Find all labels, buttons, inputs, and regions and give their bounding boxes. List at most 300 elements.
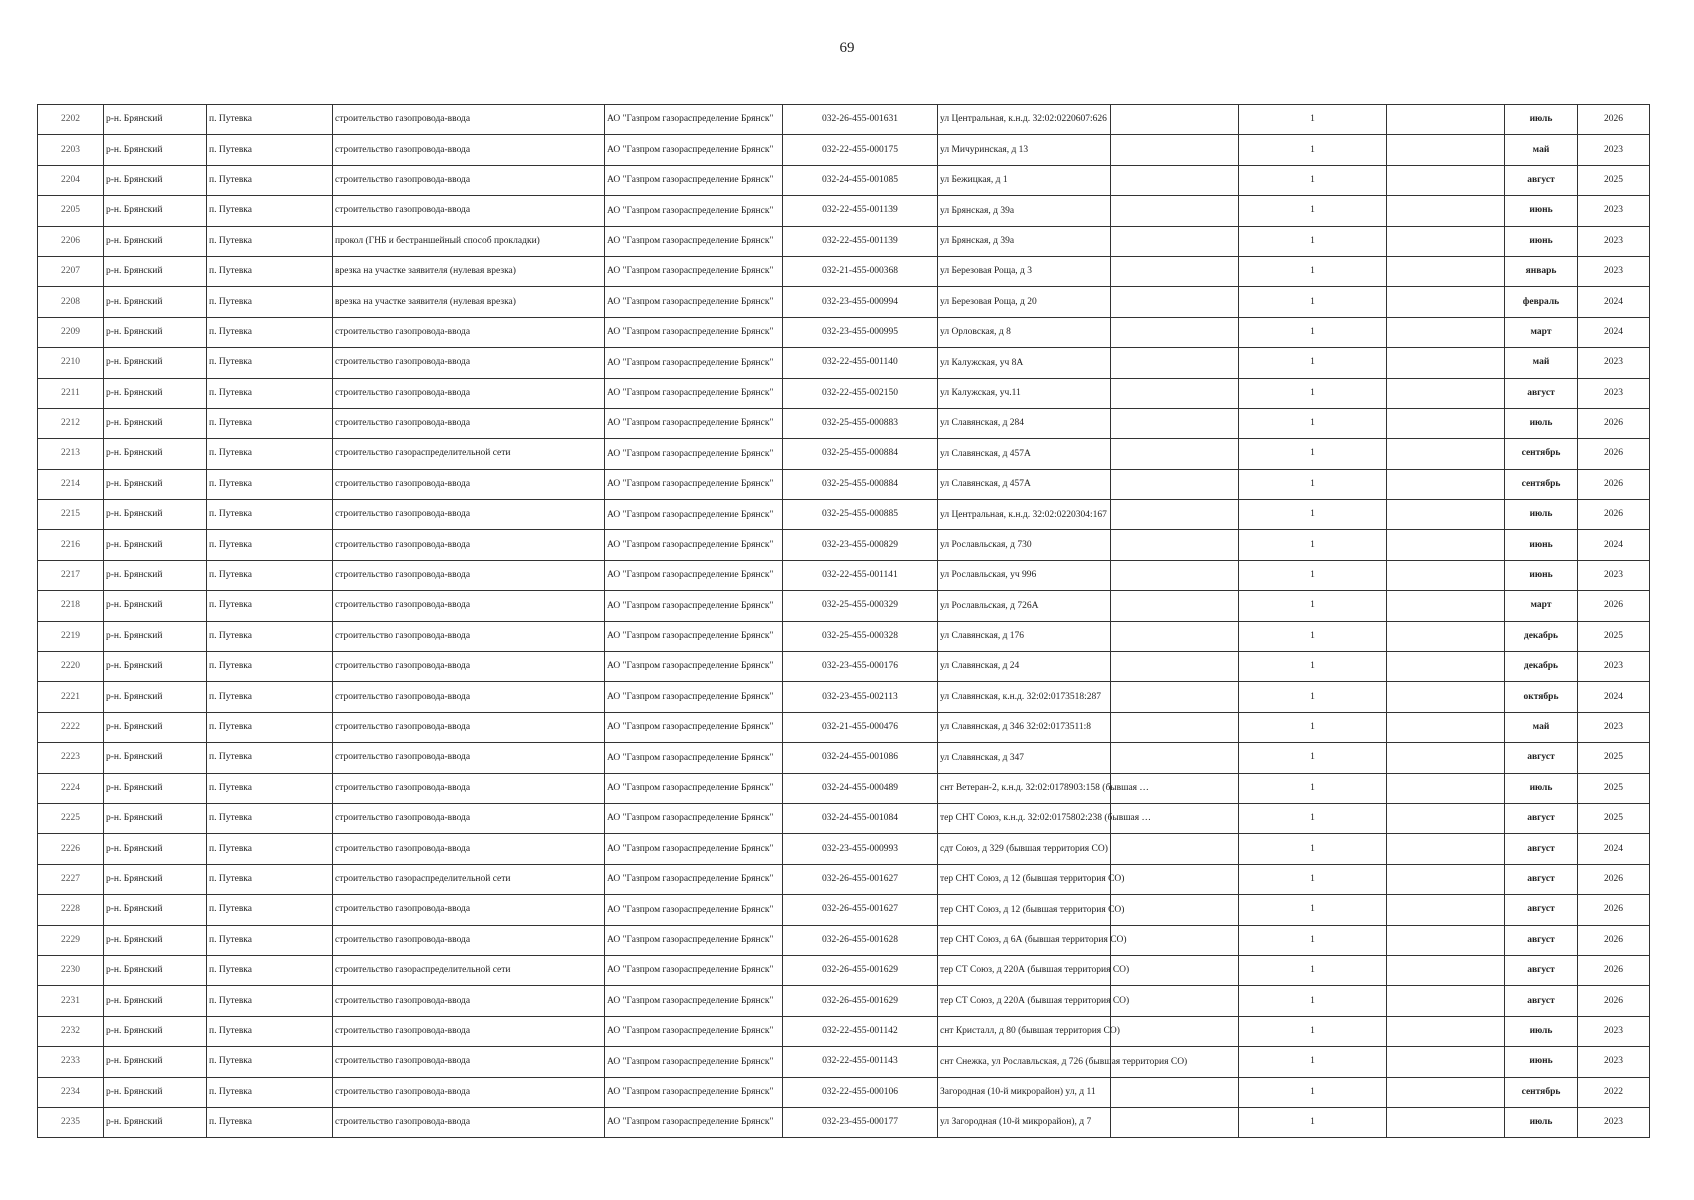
address-text: ул Калужская, уч 8А: [940, 357, 1024, 368]
year-cell: 2023: [1578, 348, 1650, 378]
organization-cell: [605, 226, 783, 256]
empty-cell: [1387, 925, 1505, 955]
year-cell: 2026: [1578, 955, 1650, 985]
table-row: [38, 743, 1650, 773]
work-type-cell: строительство газопровода-ввода: [333, 378, 605, 408]
row-number: 2234: [38, 1077, 104, 1107]
address-cell: [938, 196, 1111, 226]
work-type-cell: прокол (ГНБ и бестраншейный способ прокладки): [333, 226, 605, 256]
organization-text: АО "Газпром газораспределение Брянск": [607, 965, 774, 976]
year-cell: 2023: [1578, 712, 1650, 742]
settlement-cell: п. Путевка: [207, 560, 333, 590]
address-cell: [938, 105, 1111, 135]
organization-text: АО "Газпром газораспределение Брянск": [607, 236, 774, 246]
empty-cell: [1111, 226, 1239, 256]
row-number: 2214: [38, 469, 104, 499]
table-row: [38, 591, 1650, 621]
empty-cell: [1111, 196, 1239, 226]
month-cell: июль: [1505, 1016, 1578, 1046]
empty-cell: [1111, 743, 1239, 773]
month-cell: август: [1505, 895, 1578, 925]
address-cell: [938, 895, 1125, 925]
address-cell: [938, 348, 1111, 378]
work-type-cell: врезка на участке заявителя (нулевая врезка): [333, 256, 605, 286]
empty-cell: [1111, 500, 1239, 530]
year-cell: 2023: [1578, 226, 1650, 256]
district-cell: р-н. Брянский: [104, 439, 207, 469]
month-cell: январь: [1505, 256, 1578, 286]
address-text: ул Славянская, д 346 32:02:0173511:8: [940, 722, 1091, 733]
settlement-cell: п. Путевка: [207, 226, 333, 256]
table-row: [38, 348, 1650, 378]
settlement-cell: п. Путевка: [207, 287, 333, 317]
address-text: ул Славянская, д 284: [940, 418, 1025, 429]
table-row: [38, 682, 1650, 712]
row-number: 2216: [38, 530, 104, 560]
table-row: [38, 378, 1650, 408]
address-text: ул Загородная (10-й микрорайон), д 7: [940, 1117, 1092, 1128]
row-number: 2219: [38, 621, 104, 651]
empty-cell: [1111, 256, 1239, 286]
empty-cell: [1387, 803, 1505, 833]
address-text: ул Калужская, уч.11: [940, 387, 1021, 398]
empty-cell: [1387, 256, 1505, 286]
work-type-cell: строительство газораспределительной сети: [333, 864, 605, 894]
empty-cell: [1387, 105, 1505, 135]
application-code-cell: 032-24-455-001084: [783, 803, 938, 833]
district-cell: р-н. Брянский: [104, 1016, 207, 1046]
empty-cell: [1111, 1016, 1239, 1046]
empty-cell: [1111, 135, 1239, 165]
row-number: 2215: [38, 500, 104, 530]
district-cell: р-н. Брянский: [104, 925, 207, 955]
address-text: ул Славянская, д 176: [940, 631, 1025, 642]
month-cell: июль: [1505, 773, 1578, 803]
district-cell: р-н. Брянский: [104, 105, 207, 135]
work-type-cell: строительство газопровода-ввода: [333, 591, 605, 621]
address-text: снт Ветеран-2, к.н.д. 32:02:0178903:158 (бывшая …: [940, 783, 1149, 794]
address-text: снт Кристалл, д 80 (бывшая территория СО): [940, 1026, 1120, 1037]
empty-cell: [1111, 864, 1239, 894]
address-text: ул Рославльская, уч 996: [940, 570, 1037, 581]
month-cell: май: [1505, 348, 1578, 378]
address-text: снт Снежка, ул Рославльская, д 726 (бывшая территория СО): [940, 1056, 1188, 1067]
organization-text: АО "Газпром газораспределение Брянск": [607, 418, 774, 429]
month-cell: июнь: [1505, 226, 1578, 256]
year-cell: 2023: [1578, 560, 1650, 590]
application-code-cell: 032-26-455-001631: [783, 105, 938, 135]
year-cell: 2026: [1578, 408, 1650, 438]
table-row: [38, 165, 1650, 195]
empty-cell: [1387, 287, 1505, 317]
organization-cell: [605, 105, 783, 135]
work-type-cell: строительство газопровода-ввода: [333, 803, 605, 833]
empty-cell: [1111, 348, 1239, 378]
settlement-cell: п. Путевка: [207, 1047, 333, 1077]
work-type-cell: строительство газопровода-ввода: [333, 408, 605, 438]
table-row: [38, 256, 1650, 286]
work-type-cell: строительство газораспределительной сети: [333, 439, 605, 469]
application-code-cell: 032-22-455-001141: [783, 560, 938, 590]
address-cell: [938, 712, 1111, 742]
organization-text: АО "Газпром газораспределение Брянск": [607, 448, 774, 459]
month-cell: май: [1505, 712, 1578, 742]
district-cell: р-н. Брянский: [104, 955, 207, 985]
work-type-cell: строительство газопровода-ввода: [333, 743, 605, 773]
table-row: [38, 1016, 1650, 1046]
work-type-cell: строительство газопровода-ввода: [333, 469, 605, 499]
organization-cell: [605, 469, 783, 499]
address-cell: [938, 165, 1111, 195]
organization-text: АО "Газпром газораспределение Брянск": [607, 661, 774, 672]
address-cell: [938, 652, 1111, 682]
month-cell: март: [1505, 317, 1578, 347]
address-cell: [938, 317, 1111, 347]
organization-cell: [605, 955, 783, 985]
settlement-cell: п. Путевка: [207, 530, 333, 560]
count-cell: 1: [1239, 925, 1387, 955]
count-cell: 1: [1239, 682, 1387, 712]
row-number: 2217: [38, 560, 104, 590]
empty-cell: [1111, 652, 1239, 682]
application-code-cell: 032-22-455-001139: [783, 196, 938, 226]
address-text: ул Бежицкая, д 1: [940, 175, 1008, 186]
month-cell: декабрь: [1505, 621, 1578, 651]
district-cell: р-н. Брянский: [104, 196, 207, 226]
month-cell: июнь: [1505, 560, 1578, 590]
application-code-cell: 032-24-455-001085: [783, 165, 938, 195]
address-text: тер СНТ Союз, д 12 (бывшая территория СО): [940, 874, 1125, 885]
settlement-cell: п. Путевка: [207, 1107, 333, 1137]
page-number: 69: [839, 40, 855, 56]
row-number: 2207: [38, 256, 104, 286]
month-cell: август: [1505, 864, 1578, 894]
empty-cell: [1387, 1077, 1505, 1107]
empty-cell: [1387, 560, 1505, 590]
month-cell: сентябрь: [1505, 1077, 1578, 1107]
work-type-cell: строительство газопровода-ввода: [333, 925, 605, 955]
empty-cell: [1387, 469, 1505, 499]
settlement-cell: п. Путевка: [207, 256, 333, 286]
application-code-cell: 032-26-455-001627: [783, 864, 938, 894]
application-code-cell: 032-25-455-000883: [783, 408, 938, 438]
address-cell: [938, 864, 1125, 894]
table-row: [38, 712, 1650, 742]
application-code-cell: 032-25-455-000884: [783, 439, 938, 469]
address-cell: [938, 1047, 1188, 1077]
empty-cell: [1387, 1107, 1505, 1137]
organization-text: АО "Газпром газораспределение Брянск": [607, 479, 774, 490]
row-number: 2206: [38, 226, 104, 256]
address-text: ул Славянская, д 457А: [940, 448, 1031, 459]
address-cell: [938, 469, 1111, 499]
application-code-cell: 032-22-455-001140: [783, 348, 938, 378]
year-cell: 2023: [1578, 135, 1650, 165]
row-number: 2213: [38, 439, 104, 469]
empty-cell: [1111, 165, 1239, 195]
address-cell: [938, 500, 1111, 530]
work-type-cell: строительство газопровода-ввода: [333, 773, 605, 803]
organization-text: АО "Газпром газораспределение Брянск": [607, 327, 774, 338]
organization-text: АО "Газпром газораспределение Брянск": [607, 357, 774, 368]
count-cell: 1: [1239, 621, 1387, 651]
count-cell: 1: [1239, 287, 1387, 317]
district-cell: р-н. Брянский: [104, 986, 207, 1016]
count-cell: 1: [1239, 955, 1387, 985]
row-number: 2224: [38, 773, 104, 803]
table-row: [38, 196, 1650, 226]
district-cell: р-н. Брянский: [104, 895, 207, 925]
address-text: тер СНТ Союз, д 12 (бывшая территория СО): [940, 904, 1125, 915]
settlement-cell: п. Путевка: [207, 317, 333, 347]
work-type-cell: строительство газопровода-ввода: [333, 560, 605, 590]
settlement-cell: п. Путевка: [207, 500, 333, 530]
work-type-cell: строительство газопровода-ввода: [333, 621, 605, 651]
count-cell: 1: [1239, 743, 1387, 773]
count-cell: 1: [1239, 196, 1387, 226]
table-row: [38, 955, 1650, 985]
year-cell: 2024: [1578, 530, 1650, 560]
organization-cell: [605, 591, 783, 621]
address-cell: [938, 287, 1111, 317]
empty-cell: [1111, 712, 1239, 742]
empty-cell: [1111, 1077, 1239, 1107]
settlement-cell: п. Путевка: [207, 196, 333, 226]
organization-cell: [605, 621, 783, 651]
settlement-cell: п. Путевка: [207, 1077, 333, 1107]
count-cell: 1: [1239, 986, 1387, 1016]
work-type-cell: строительство газопровода-ввода: [333, 135, 605, 165]
work-type-cell: строительство газопровода-ввода: [333, 105, 605, 135]
organization-cell: [605, 135, 783, 165]
district-cell: р-н. Брянский: [104, 560, 207, 590]
organization-cell: [605, 439, 783, 469]
month-cell: октябрь: [1505, 682, 1578, 712]
empty-cell: [1387, 439, 1505, 469]
settlement-cell: п. Путевка: [207, 135, 333, 165]
empty-cell: [1387, 712, 1505, 742]
organization-cell: [605, 287, 783, 317]
count-cell: 1: [1239, 864, 1387, 894]
year-cell: 2026: [1578, 895, 1650, 925]
application-code-cell: 032-21-455-000476: [783, 712, 938, 742]
address-cell: [938, 408, 1111, 438]
application-code-cell: 032-26-455-001629: [783, 986, 938, 1016]
organization-text: АО "Газпром газораспределение Брянск": [607, 904, 774, 915]
organization-text: АО "Газпром газораспределение Брянск": [607, 631, 774, 642]
application-code-cell: 032-25-455-000884: [783, 469, 938, 499]
address-cell: [938, 773, 1149, 803]
row-number: 2229: [38, 925, 104, 955]
address-cell: [938, 1016, 1120, 1046]
district-cell: р-н. Брянский: [104, 1107, 207, 1137]
year-cell: 2024: [1578, 317, 1650, 347]
year-cell: 2023: [1578, 256, 1650, 286]
empty-cell: [1387, 864, 1505, 894]
address-text: ул Славянская, д 347: [940, 752, 1025, 763]
table-row: [38, 287, 1650, 317]
count-cell: 1: [1239, 560, 1387, 590]
year-cell: 2023: [1578, 1047, 1650, 1077]
organization-cell: [605, 408, 783, 438]
work-type-cell: строительство газопровода-ввода: [333, 986, 605, 1016]
year-cell: 2026: [1578, 469, 1650, 499]
empty-cell: [1111, 287, 1239, 317]
district-cell: р-н. Брянский: [104, 803, 207, 833]
month-cell: август: [1505, 743, 1578, 773]
empty-cell: [1111, 560, 1239, 590]
table-row: [38, 530, 1650, 560]
settlement-cell: п. Путевка: [207, 986, 333, 1016]
settlement-cell: п. Путевка: [207, 348, 333, 378]
empty-cell: [1387, 317, 1505, 347]
year-cell: 2026: [1578, 986, 1650, 1016]
application-code-cell: 032-25-455-000329: [783, 591, 938, 621]
table-row: [38, 439, 1650, 469]
year-cell: 2023: [1578, 1107, 1650, 1137]
empty-cell: [1111, 682, 1239, 712]
year-cell: 2026: [1578, 864, 1650, 894]
organization-text: АО "Газпром газораспределение Брянск": [607, 995, 774, 1006]
count-cell: 1: [1239, 439, 1387, 469]
address-text: ул Центральная, к.н.д. 32:02:0220304:167: [940, 509, 1107, 520]
table-row: [38, 652, 1650, 682]
work-type-cell: строительство газопровода-ввода: [333, 712, 605, 742]
empty-cell: [1387, 895, 1505, 925]
settlement-cell: п. Путевка: [207, 378, 333, 408]
row-number: 2227: [38, 864, 104, 894]
address-text: ул Славянская, д 24: [940, 661, 1020, 672]
organization-cell: [605, 1016, 783, 1046]
settlement-cell: п. Путевка: [207, 773, 333, 803]
application-code-cell: 032-25-455-000885: [783, 500, 938, 530]
count-cell: 1: [1239, 226, 1387, 256]
empty-cell: [1111, 317, 1239, 347]
organization-text: АО "Газпром газораспределение Брянск": [607, 1086, 774, 1097]
organization-cell: [605, 986, 783, 1016]
row-number: 2228: [38, 895, 104, 925]
settlement-cell: п. Путевка: [207, 591, 333, 621]
district-cell: р-н. Брянский: [104, 743, 207, 773]
count-cell: 1: [1239, 773, 1387, 803]
district-cell: р-н. Брянский: [104, 1077, 207, 1107]
row-number: 2202: [38, 105, 104, 135]
application-code-cell: 032-26-455-001628: [783, 925, 938, 955]
organization-cell: [605, 348, 783, 378]
row-number: 2205: [38, 196, 104, 226]
empty-cell: [1387, 652, 1505, 682]
year-cell: 2026: [1578, 105, 1650, 135]
address-text: Загородная (10-й микрорайон) ул, д 11: [940, 1086, 1096, 1097]
address-text: ул Центральная, к.н.д. 32:02:0220607:626: [940, 114, 1107, 125]
application-code-cell: 032-21-455-000368: [783, 256, 938, 286]
count-cell: 1: [1239, 591, 1387, 621]
organization-text: АО "Газпром газораспределение Брянск": [607, 783, 774, 794]
work-type-cell: строительство газопровода-ввода: [333, 165, 605, 195]
address-cell: [938, 621, 1111, 651]
organization-text: АО "Газпром газораспределение Брянск": [607, 266, 774, 277]
row-number: 2212: [38, 408, 104, 438]
table-row: [38, 1047, 1650, 1077]
work-type-cell: строительство газопровода-ввода: [333, 682, 605, 712]
year-cell: 2023: [1578, 196, 1650, 226]
address-text: тер СТ Союз, д 220А (бывшая территория СО): [940, 965, 1130, 976]
count-cell: 1: [1239, 469, 1387, 499]
organization-cell: [605, 317, 783, 347]
row-number: 2209: [38, 317, 104, 347]
work-type-cell: строительство газопровода-ввода: [333, 1047, 605, 1077]
row-number: 2226: [38, 834, 104, 864]
empty-cell: [1387, 530, 1505, 560]
address-text: ул Брянская, д 39а: [940, 236, 1015, 246]
year-cell: 2022: [1578, 1077, 1650, 1107]
month-cell: август: [1505, 955, 1578, 985]
organization-text: АО "Газпром газораспределение Брянск": [607, 539, 774, 550]
row-number: 2208: [38, 287, 104, 317]
row-number: 2203: [38, 135, 104, 165]
organization-cell: [605, 530, 783, 560]
organization-text: АО "Газпром газораспределение Брянск": [607, 1117, 774, 1128]
address-text: ул Славянская, д 457А: [940, 479, 1031, 490]
organization-cell: [605, 256, 783, 286]
count-cell: 1: [1239, 500, 1387, 530]
application-code-cell: 032-23-455-002113: [783, 682, 938, 712]
application-code-cell: 032-23-455-000993: [783, 834, 938, 864]
organization-text: АО "Газпром газораспределение Брянск": [607, 509, 774, 520]
count-cell: 1: [1239, 712, 1387, 742]
count-cell: 1: [1239, 803, 1387, 833]
district-cell: р-н. Брянский: [104, 1047, 207, 1077]
organization-cell: [605, 500, 783, 530]
month-cell: август: [1505, 803, 1578, 833]
organization-text: АО "Газпром газораспределение Брянск": [607, 934, 774, 945]
empty-cell: [1111, 530, 1239, 560]
table-row: [38, 834, 1650, 864]
month-cell: июнь: [1505, 1047, 1578, 1077]
application-code-cell: 032-22-455-001142: [783, 1016, 938, 1046]
organization-text: АО "Газпром газораспределение Брянск": [607, 1056, 774, 1067]
work-type-cell: строительство газопровода-ввода: [333, 1016, 605, 1046]
month-cell: август: [1505, 378, 1578, 408]
month-cell: май: [1505, 135, 1578, 165]
settlement-cell: п. Путевка: [207, 1016, 333, 1046]
row-number: 2222: [38, 712, 104, 742]
settlement-cell: п. Путевка: [207, 743, 333, 773]
year-cell: 2024: [1578, 287, 1650, 317]
month-cell: июнь: [1505, 530, 1578, 560]
count-cell: 1: [1239, 652, 1387, 682]
table-row: [38, 986, 1650, 1016]
district-cell: р-н. Брянский: [104, 165, 207, 195]
empty-cell: [1111, 621, 1239, 651]
count-cell: 1: [1239, 256, 1387, 286]
count-cell: 1: [1239, 378, 1387, 408]
organization-text: АО "Газпром газораспределение Брянск": [607, 722, 774, 733]
organization-cell: [605, 1047, 783, 1077]
address-text: ул Березовая Роща, д 20: [940, 296, 1037, 307]
organization-text: АО "Газпром газораспределение Брянск": [607, 752, 774, 763]
organization-text: АО "Газпром газораспределение Брянск": [607, 691, 774, 702]
district-cell: р-н. Брянский: [104, 226, 207, 256]
application-code-cell: 032-22-455-001139: [783, 226, 938, 256]
organization-text: АО "Газпром газораспределение Брянск": [607, 570, 774, 581]
address-text: ул Рославльская, д 730: [940, 539, 1032, 550]
application-code-cell: 032-25-455-000328: [783, 621, 938, 651]
organization-text: АО "Газпром газораспределение Брянск": [607, 843, 774, 854]
registry-table: [37, 104, 1650, 1138]
row-number: 2225: [38, 803, 104, 833]
count-cell: 1: [1239, 1107, 1387, 1137]
